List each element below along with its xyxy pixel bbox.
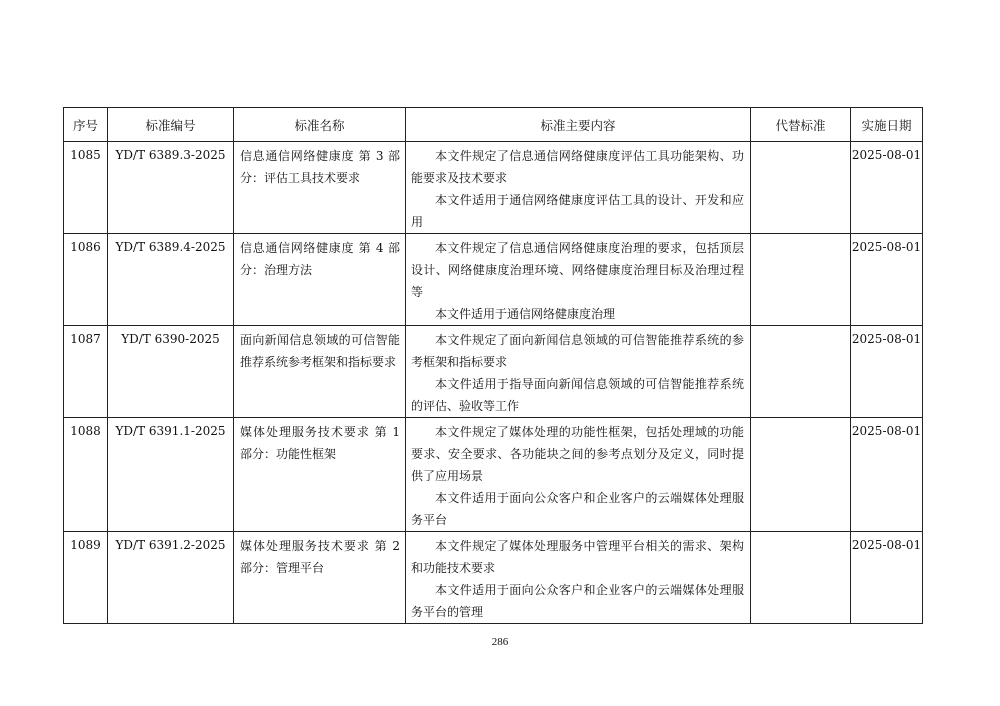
- cell-date: 2025-08-01: [851, 234, 923, 326]
- content-paragraph: 本文件规定了面向新闻信息领域的可信智能推荐系统的参考框架和指标要求: [411, 333, 744, 369]
- cell-replace: [751, 418, 851, 532]
- header-no: 序号: [64, 108, 108, 142]
- cell-name: 信息通信网络健康度 第 4 部分：治理方法: [234, 234, 406, 326]
- content-paragraph: 本文件适用于指导面向新闻信息领域的可信智能推荐系统的评估、验收等工作: [411, 377, 744, 413]
- table-row: [64, 142, 923, 234]
- cell-content: [406, 326, 751, 418]
- cell-content: [406, 234, 751, 326]
- cell-replace: [751, 326, 851, 418]
- table-row: [64, 326, 923, 418]
- standards-table: [63, 107, 923, 624]
- cell-code: YD/T 6389.4-2025: [108, 234, 234, 326]
- content-paragraph: 本文件规定了媒体处理服务中管理平台相关的需求、架构和功能技术要求: [411, 539, 744, 575]
- cell-no: 1086: [64, 234, 108, 326]
- header-replace: 代替标准: [751, 108, 851, 142]
- header-content: 标准主要内容: [406, 108, 751, 142]
- cell-code: YD/T 6389.3-2025: [108, 142, 234, 234]
- cell-replace: [751, 142, 851, 234]
- table-row: [64, 532, 923, 624]
- cell-no: 1089: [64, 532, 108, 624]
- cell-no: 1088: [64, 418, 108, 532]
- cell-name: 面向新闻信息领域的可信智能推荐系统参考框架和指标要求: [234, 326, 406, 418]
- table-header-row: [64, 108, 923, 142]
- content-paragraph: 本文件适用于面向公众客户和企业客户的云端媒体处理服务平台: [411, 491, 744, 527]
- cell-code: YD/T 6391.1-2025: [108, 418, 234, 532]
- cell-name: 信息通信网络健康度 第 3 部分：评估工具技术要求: [234, 142, 406, 234]
- cell-no: 1087: [64, 326, 108, 418]
- page-number: 286: [491, 636, 509, 648]
- cell-replace: [751, 532, 851, 624]
- content-paragraph: 本文件适用于通信网络健康度治理: [435, 307, 616, 321]
- content-paragraph: 本文件规定了信息通信网络健康度治理的要求，包括顶层设计、网络健康度治理环境、网络健康度治理目标及治理过程等: [411, 241, 744, 299]
- content-paragraph: 本文件适用于面向公众客户和企业客户的云端媒体处理服务平台的管理: [411, 583, 744, 619]
- cell-date: 2025-08-01: [851, 142, 923, 234]
- cell-date: 2025-08-01: [851, 326, 923, 418]
- cell-content: [406, 142, 751, 234]
- content-paragraph: 本文件适用于通信网络健康度评估工具的设计、开发和应用: [411, 193, 744, 229]
- cell-code: YD/T 6390-2025: [108, 326, 234, 418]
- cell-no: 1085: [64, 142, 108, 234]
- cell-replace: [751, 234, 851, 326]
- table-row: [64, 234, 923, 326]
- cell-date: 2025-08-01: [851, 532, 923, 624]
- header-name: 标准名称: [234, 108, 406, 142]
- content-paragraph: 本文件规定了信息通信网络健康度评估工具功能架构、功能要求及技术要求: [411, 149, 744, 185]
- header-code: 标准编号: [108, 108, 234, 142]
- cell-date: 2025-08-01: [851, 418, 923, 532]
- table-row: [64, 418, 923, 532]
- cell-content: [406, 418, 751, 532]
- header-date: 实施日期: [851, 108, 923, 142]
- content-paragraph: 本文件规定了媒体处理的功能性框架，包括处理域的功能要求、安全要求、各功能块之间的参考点划分及定义，同时提供了应用场景: [411, 425, 744, 483]
- cell-code: YD/T 6391.2-2025: [108, 532, 234, 624]
- cell-name: 媒体处理服务技术要求 第 2 部分：管理平台: [234, 532, 406, 624]
- cell-name: 媒体处理服务技术要求 第 1 部分：功能性框架: [234, 418, 406, 532]
- cell-content: [406, 532, 751, 624]
